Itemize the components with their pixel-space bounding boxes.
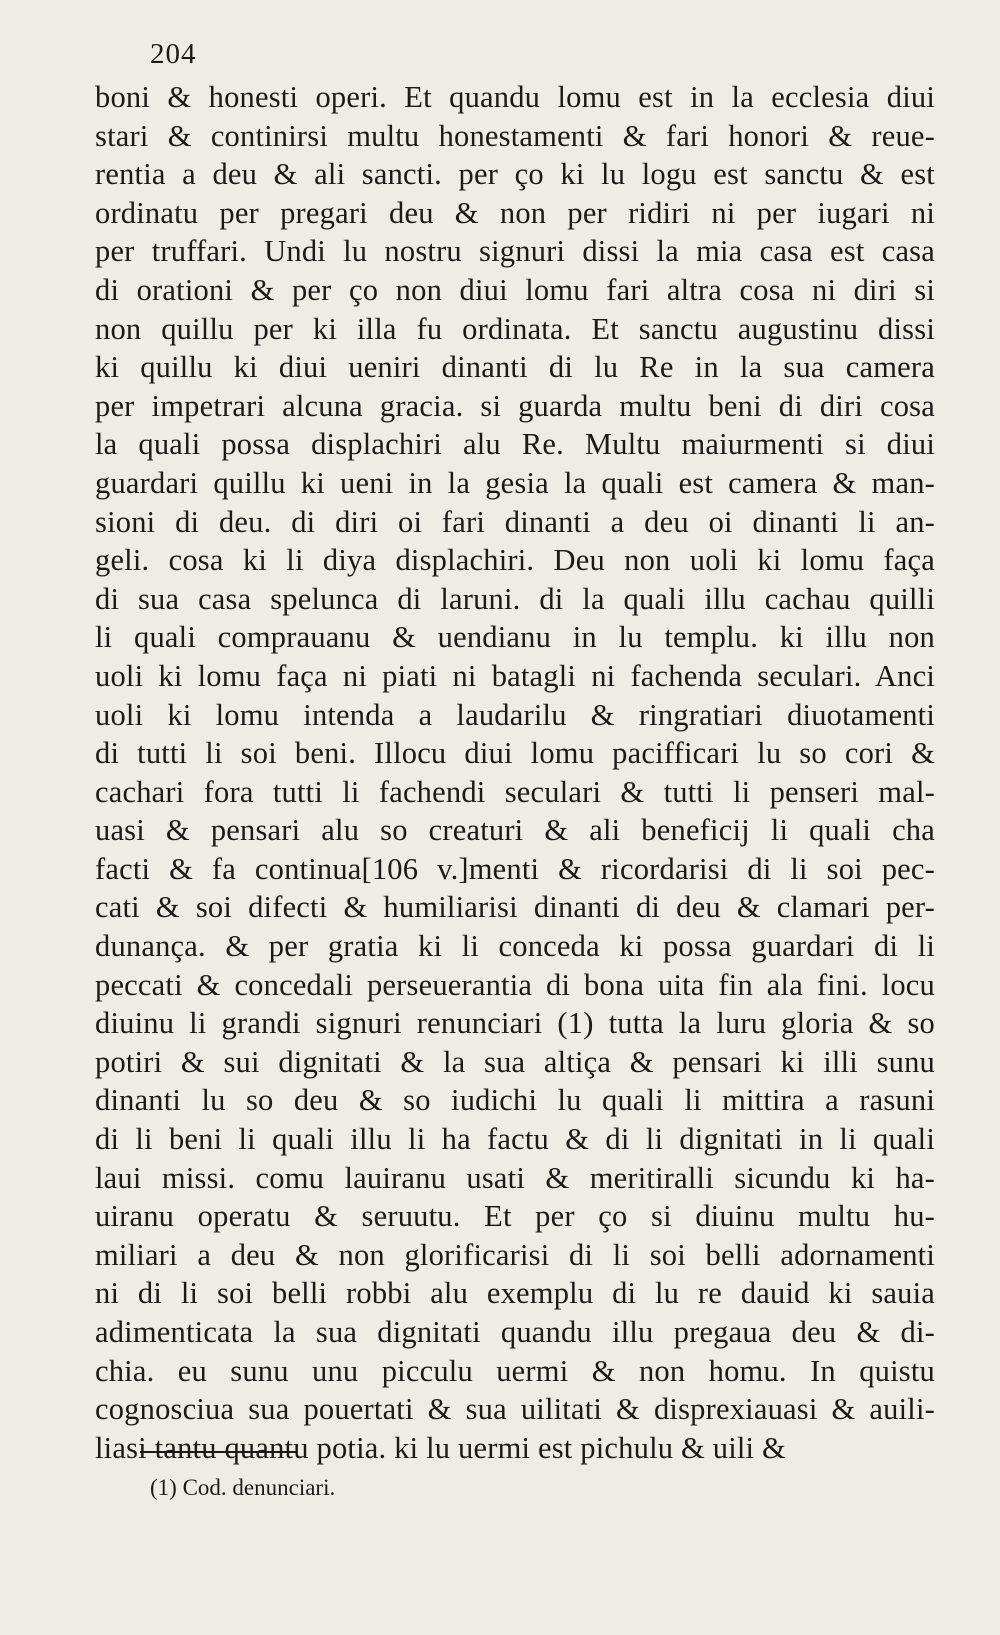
text-line: non quillu per ki illa fu ordinata. Et sanctu augustinu dissi <box>95 311 935 346</box>
text-line: cati & soi difecti & humiliarisi dinanti di deu & clamari per- <box>95 890 935 925</box>
text-line: di sua casa spelunca di laruni. di la quali illu cachau quilli <box>95 581 935 616</box>
text-line: cachari fora tutti li fachendi seculari & tutti li penseri mal- <box>95 774 935 809</box>
text-line: uoli ki lomu intenda a laudarilu & ringratiari diuotamenti <box>95 697 935 732</box>
text-line: miliari a deu & non glorificarisi di li soi belli adornamenti <box>95 1237 935 1272</box>
text-line: facti & fa continua[106 v.]menti & ricordarisi di li soi pec- <box>95 851 935 886</box>
text-line: boni & honesti operi. Et quandu lomu est in la ecclesia diui <box>95 80 935 114</box>
text-line: potiri & sui dignitati & la sua altiça & pensari ki illi sunu <box>95 1044 935 1079</box>
footnote-divider <box>140 1451 296 1453</box>
text-line: la quali possa displachiri alu Re. Multu maiurmenti si diui <box>95 427 935 462</box>
text-line: ordinatu per pregari deu & non per ridiri ni per iugari ni <box>95 195 935 230</box>
text-line: guardari quillu ki ueni in la gesia la quali est camera & man- <box>95 465 935 500</box>
text-line: di orationi & per ço non diui lomu fari altra cosa ni diri si <box>95 272 935 307</box>
body-text <box>95 78 935 1467</box>
text-line: geli. cosa ki li diya displachiri. Deu non uoli ki lomu faça <box>95 543 935 578</box>
text-line: li quali comprauanu & uendianu in lu templu. ki illu non <box>95 620 935 655</box>
text-line: sioni di deu. di diri oi fari dinanti a deu oi dinanti li an- <box>95 504 935 539</box>
text-line: rentia a deu & ali sancti. per ço ki lu logu est sanctu & est <box>95 157 935 192</box>
text-line: stari & continirsi multu honestamenti & fari honori & reue- <box>95 118 935 153</box>
text-line: diuinu li grandi signuri renunciari (1) tutta la luru gloria & so <box>95 1006 935 1041</box>
footnote: (1) Cod. denunciari. <box>150 1475 336 1500</box>
text-line: uoli ki lomu faça ni piati ni batagli ni fachenda seculari. Anci <box>95 658 935 693</box>
text-line: uasi & pensari alu so creaturi & ali beneficij li quali cha <box>95 813 935 848</box>
text-line: per impetrari alcuna gracia. si guarda multu beni di diri cosa <box>95 388 935 423</box>
text-line: di li beni li quali illu li ha factu & di li dignitati in li quali <box>95 1122 935 1157</box>
text-line: liasi tantu quantu potia. ki lu uermi est pichulu & uili & <box>95 1430 786 1465</box>
text-line: peccati & concedali perseuerantia di bona uita fin ala fini. locu <box>95 967 935 1002</box>
text-line: cognosciua sua pouertati & sua uilitati & disprexiauasi & auili- <box>95 1392 935 1427</box>
text-line: laui missi. comu lauiranu usati & meritiralli sicundu ki ha- <box>95 1160 935 1195</box>
page-number: 204 <box>150 38 197 70</box>
text-line: per truffari. Undi lu nostru signuri dissi la mia casa est casa <box>95 234 935 269</box>
text-line: dinanti lu so deu & so iudichi lu quali li mittira a rasuni <box>95 1083 935 1118</box>
text-line: di tutti li soi beni. Illocu diui lomu pacifficari lu so cori & <box>95 736 935 771</box>
text-line: chia. eu sunu unu picculu uermi & non homu. In quistu <box>95 1353 935 1388</box>
text-line: ki quillu ki diui ueniri dinanti di lu Re in la sua camera <box>95 350 935 385</box>
text-line: ni di li soi belli robbi alu exemplu di lu re dauid ki sauia <box>95 1276 935 1311</box>
text-line: uiranu operatu & seruutu. Et per ço si diuinu multu hu- <box>95 1199 935 1234</box>
text-line: dunança. & per gratia ki li conceda ki possa guardari di li <box>95 929 935 964</box>
text-line: adimenticata la sua dignitati quandu illu pregaua deu & di- <box>95 1315 935 1349</box>
